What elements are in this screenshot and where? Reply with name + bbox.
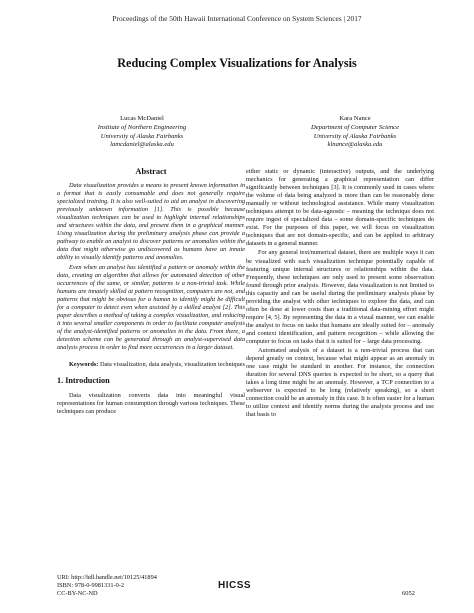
keywords <box>57 361 245 369</box>
right-column <box>246 168 434 420</box>
body-paragraph: For any general text/numerical dataset, there are multiple ways it can be visualized with each visualization technique potentially capable of featuring unique internal structures or relationships within the data. Frequently, these techniques are only used to present some observation found through prior analysis. However, data visualization is not limited to this capacity and can be useful during the preliminary analysis phase by providing the analyst with other techniques to explore the data, and can often be done at lower costs than a traditional data-mining effort might require [4, 5]. By representing the data in a visual manner, we can enable the analyst to focus on tasks that humans are ideally suited for – anomaly and context identification, and pattern recognition – while allowing the computer to focus on tasks that it is suited for – large data processing. <box>246 249 434 345</box>
author-name: Lucas McDaniel <box>120 115 164 122</box>
author-affiliation: University of Alaska Fairbanks <box>100 132 184 140</box>
page-number: 6052 <box>402 590 415 597</box>
abstract-paragraph: Even when an analyst has identified a pattern or anomaly within the data, creating an algorithm that allows for automated detection of other occurrences of the same, or similar, patterns is a non-trivial task. While humans are innately skilled at pattern recognition, computers are not, and patterns that might be obvious for a human to identify might be difficult for a computer to detect even when assisted by a skilled analyst [2]. This paper describes a method of taking a complex visualization, and reducing it into several smaller components in order to facilitate computer analysis of the analyst-identified patterns or anomalies in the data. From there, a detection scheme can be generated through an analyst-supervised data analysis process in order to find more occurrences in a larger dataset. <box>57 263 245 351</box>
author-affiliation: Department of Computer Science <box>310 123 400 131</box>
intro-paragraph: Data visualization converts data into meaningful visual representations for human consumption through various techniques. These techniques can produce <box>57 392 245 416</box>
abstract-heading: Abstract <box>135 167 167 176</box>
footer-isbn: ISBN: 978-0-9981331-0-2 <box>57 581 124 589</box>
author-affiliation: University of Alaska Fairbanks <box>313 132 397 140</box>
author-email[interactable]: lamcdaniel@alaska.edu <box>110 141 174 149</box>
abstract-paragraph: Data visualization provides a means to present known information in a format that is easily consumable and does not generally require specialized training. It is also well-suited to aid an analyst in discovering previously unknown information [1]. This is possible because visualization techniques can be used to highlight internal relationships and structures within the data, and present them in a graphical manner. Using visualization during the preliminary analysis phase can provide a pathway to enable an analyst to discover patterns or anomalies within the data that might otherwise go undiscovered as humans have an innate ability to visually identify patterns and anomalies. <box>57 182 245 262</box>
keywords-text: Data visualization, data analysis, visualization techniques <box>99 361 245 369</box>
body-paragraph: Automated analysis of a dataset is a non-trivial process that can depend greatly on context, because what might appear as an anomaly in one case might be standard in another. For instance, the connection duration for several DNS queries is expected to be short, so a query that takes a long time might be an anomaly. However, a TCP connection to a webserver is expected to be long (relatively speaking), so a short connection could be an anomaly in this case. It is often easier for a human to utilize context and identify norms during the analysis process and use that basis to <box>246 347 434 419</box>
left-column <box>57 168 245 417</box>
author-affiliation: Institute of Northern Engineering <box>97 123 187 131</box>
footer-license: CC-BY-NC-ND <box>57 589 98 597</box>
section-heading-introduction: 1. Introduction <box>57 376 110 386</box>
paper-title: Reducing Complex Visualizations for Analysis <box>117 56 357 70</box>
footer-uri[interactable]: URI: http://hdl.handle.net/10125/41894 <box>57 574 157 581</box>
author-email[interactable]: klnance@alaska.edu <box>327 141 383 149</box>
footer-metadata <box>57 574 157 597</box>
body-paragraph: either static or dynamic (interactive) outputs, and the underlying mechanics for generating a graphical representation can differ significantly between techniques [3]. It is commonly used in cases where the volume of data being analyzed is more than can be reasonably done manually or without technological assistance. While many visualization techniques attempt to be data-agnostic – meaning the technique does not require ingest of specialized data – some domain-specific techniques do exist. For the purposes of this paper, we will focus on visualization techniques that are not domain-specific, and can be applied to arbitrary datasets in a general manner. <box>246 168 434 248</box>
author-name: Kara Nance <box>339 115 371 122</box>
hicss-logo-icon: HICSS <box>218 580 252 591</box>
author-block-1 <box>42 115 242 150</box>
keywords-label: Keywords: <box>69 361 99 369</box>
author-block-2 <box>255 115 455 150</box>
proceedings-header: Proceedings of the 50th Hawaii International Conference on System Sciences | 2017 <box>112 14 362 23</box>
